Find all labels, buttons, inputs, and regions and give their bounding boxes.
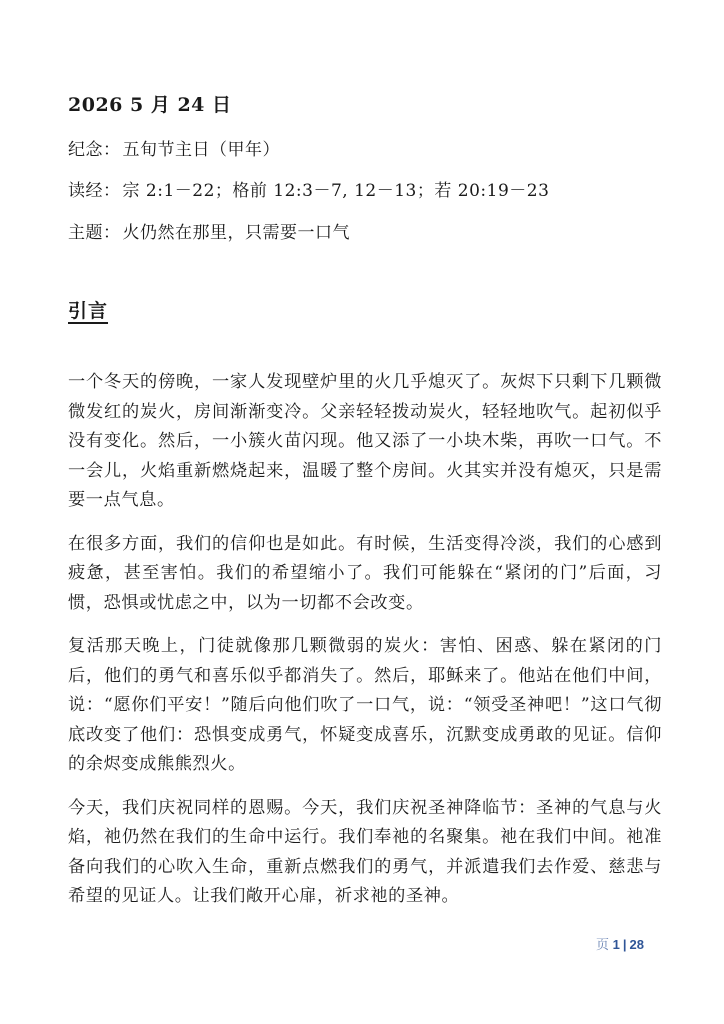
readings-line <box>68 176 549 201</box>
theme-label: 主题： <box>68 223 121 243</box>
page-word: 页 <box>596 937 610 952</box>
paragraph: 复活那天晚上，门徒就像那几颗微弱的炭火：害怕、困惑、躲在紧闭的门后，他们的勇气和喜乐似乎都消失了。然后，耶稣来了。他站在他们中间，说：“愿你们平安！”随后向他们吹了一口气，说：“领受圣神吧！”这口气彻底改变了他们：恐惧变成勇气，怀疑变成喜乐，沉默变成勇敢的见证。信仰的余烬变成熊熊烈火。 <box>68 636 662 774</box>
commemoration-label: 纪念： <box>68 140 121 160</box>
commemoration-value: 五旬节主日（甲年） <box>122 140 280 160</box>
readings-value: 宗 2:1－22；格前 12:3－7, 12－13；若 20:19－23 <box>122 181 550 201</box>
homily-date: 2026 5 月 24 日 <box>68 94 232 116</box>
page-footer <box>596 934 644 953</box>
theme-line <box>68 218 350 243</box>
readings-label: 读经： <box>68 181 121 201</box>
page-separator: | <box>622 937 627 952</box>
section-heading-introduction: 引言 <box>68 300 109 322</box>
paragraph: 一个冬天的傍晚，一家人发现壁炉里的火几乎熄灭了。灰烬下只剩下几颗微微发红的炭火，房间渐渐变冷。父亲轻轻拨动炭火，轻轻地吹气。起初似乎没有变化。然后，一小簇火苗闪现。他又添了一小块木柴，再吹一口气。不一会儿，火焰重新燃烧起来，温暖了整个房间。火其实并没有熄灭，只是需要一点气息。 <box>68 372 662 510</box>
body-text <box>68 368 662 926</box>
theme-value: 火仍然在那里，只需要一口气 <box>122 223 350 243</box>
paragraph: 在很多方面，我们的信仰也是如此。有时候，生活变得冷淡，我们的心感到疲惫，甚至害怕。我们的希望缩小了。我们可能躲在“紧闭的门”后面，习惯，恐惧或忧虑之中，以为一切都不会改变。 <box>68 533 662 613</box>
commemoration-line <box>68 135 280 160</box>
page-number: 1 <box>612 937 620 952</box>
total-pages: 28 <box>629 937 644 952</box>
paragraph: 今天，我们庆祝同样的恩赐。今天，我们庆祝圣神降临节：圣神的气息与火焰，祂仍然在我们的生命中运行。我们奉祂的名聚集。祂在我们中间。祂准备向我们的心吹入生命，重新点燃我们的勇气，并派遣我们去作爱、慈悲与希望的见证人。让我们敞开心扉，祈求祂的圣神。 <box>68 797 662 906</box>
